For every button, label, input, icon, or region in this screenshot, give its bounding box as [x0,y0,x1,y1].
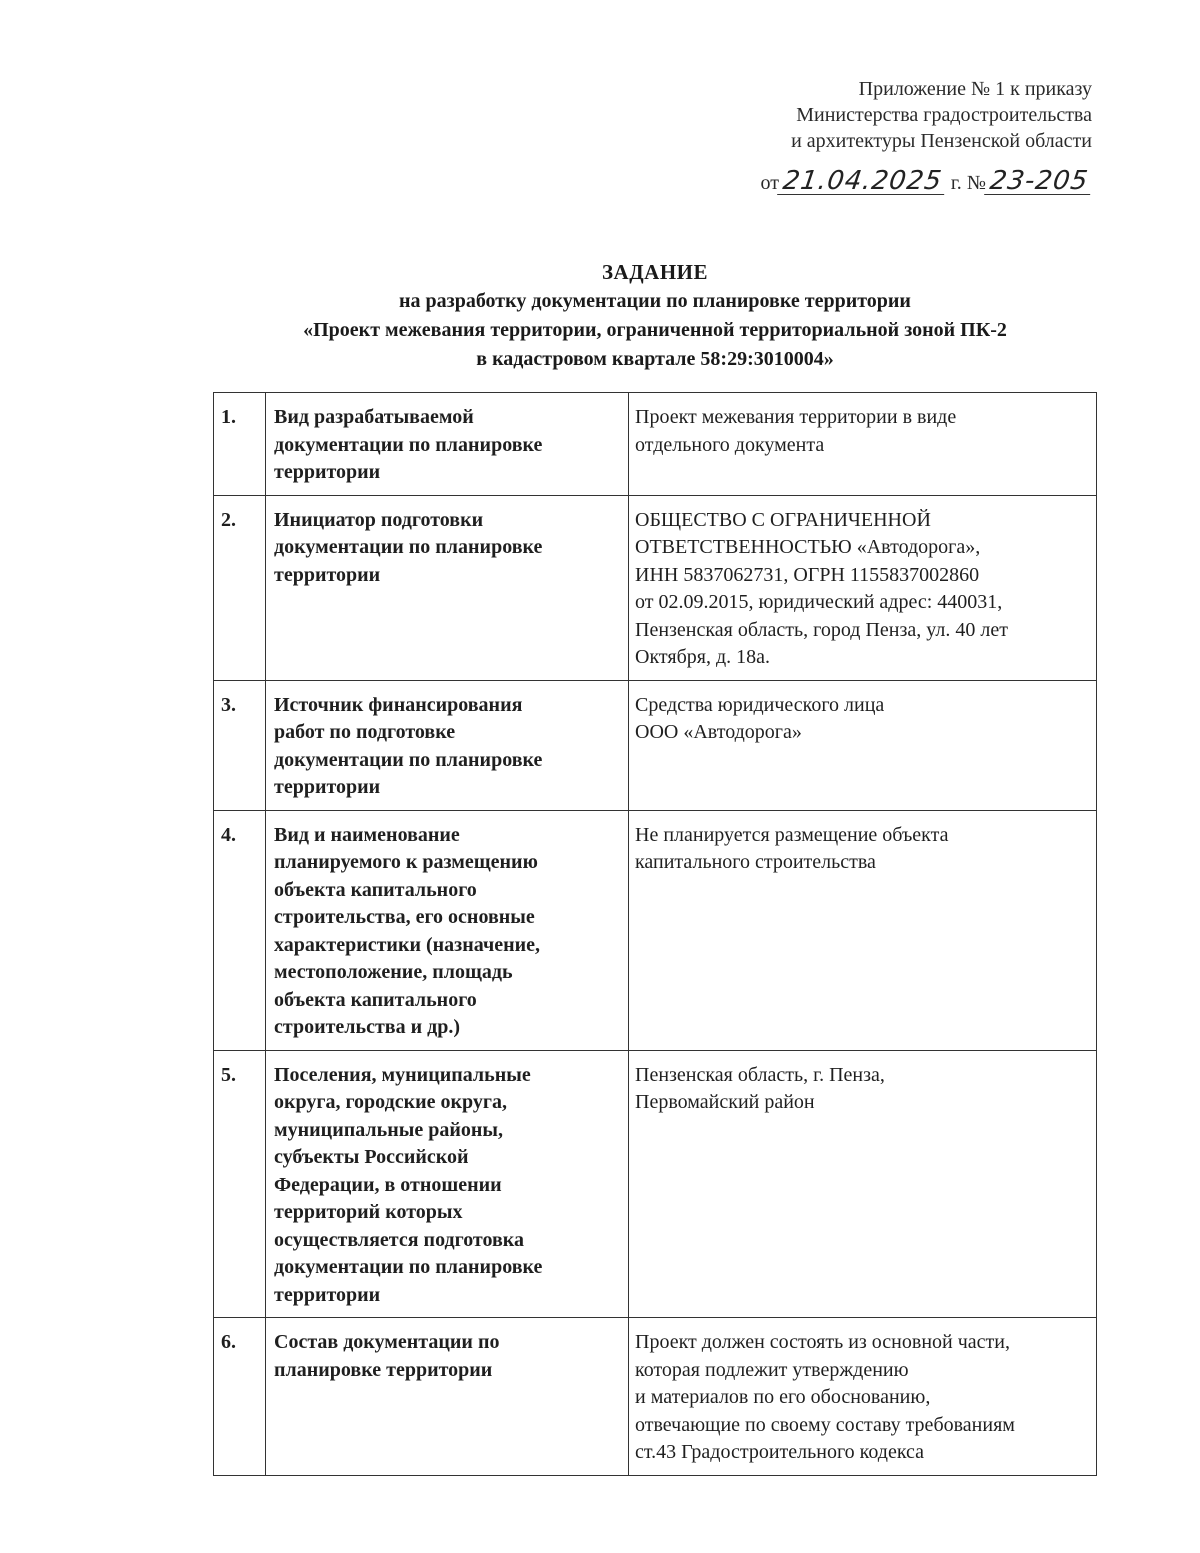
annex-line-2: Министерства градостроительства [796,104,1092,126]
annex-line-3: и архитектуры Пензенской области [791,130,1092,152]
task-table [213,392,1097,1476]
row-value: Средства юридического лица ООО «Автодорога» [629,680,1097,810]
row-value: Не планируется размещение объекта капитального строительства [629,810,1097,1050]
title-line-4: в кадастровом квартале 58:29:3010004» [476,348,834,370]
table-row [214,680,1097,810]
row-label: Источник финансирования работ по подготовке документации по планировке территории [266,680,629,810]
order-date-handwritten: 21.04.2025 [777,168,948,195]
row-number: 6. [214,1318,266,1476]
row-value: Пензенская область, г. Пенза, Первомайский район [629,1050,1097,1318]
document-title [0,258,1200,374]
order-from-label: от [760,172,779,194]
row-label: Инициатор подготовки документации по планировке территории [266,495,629,680]
row-number: 5. [214,1050,266,1318]
row-value: Проект межевания территории в виде отдельного документа [629,393,1097,496]
title-main: ЗАДАНИЕ [601,260,709,284]
title-line-3: «Проект межевания территории, ограниченной территориальной зоной ПК-2 [303,319,1007,341]
row-number: 3. [214,680,266,810]
row-label: Вид и наименование планируемого к размещению объекта капитального строительства, его основные характеристики (назначение, местоположение, площадь объекта капитального строительства и др.) [266,810,629,1050]
order-reference [761,168,1093,198]
row-value: Проект должен состоять из основной части, которая подлежит утверждению и материалов по его обоснованию, отвечающие по своему составу требованиям ст.43 Градостроительного кодекса [629,1318,1097,1476]
order-year-suffix: г. [950,172,962,194]
order-number-handwritten: 23-205 [984,168,1094,195]
row-value: ОБЩЕСТВО С ОГРАНИЧЕННОЙ ОТВЕТСТВЕННОСТЬЮ «Автодорога», ИНН 5837062731, ОГРН 1155837002860 от 02.09.2015, юридический адрес: 440031, Пензенская область, город Пенза, ул. 40 лет Октября, д. 18а. [629,495,1097,680]
table-row [214,1050,1097,1318]
row-number: 1. [214,393,266,496]
order-number-label: № [966,172,986,194]
title-line-2: на разработку документации по планировке территории [399,290,911,312]
row-number: 2. [214,495,266,680]
annex-line-1: Приложение № 1 к приказу [858,78,1092,100]
table-row [214,393,1097,496]
table-row [214,495,1097,680]
annex-header [791,76,1092,154]
row-label: Вид разрабатываемой документации по планировке территории [266,393,629,496]
row-label: Поселения, муниципальные округа, городские округа, муниципальные районы, субъекты Российской Федерации, в отношении территорий которых осуществляется подготовка документации по планировке территории [266,1050,629,1318]
row-label: Состав документации по планировке территории [266,1318,629,1476]
row-number: 4. [214,810,266,1050]
table-row [214,1318,1097,1476]
table-row [214,810,1097,1050]
